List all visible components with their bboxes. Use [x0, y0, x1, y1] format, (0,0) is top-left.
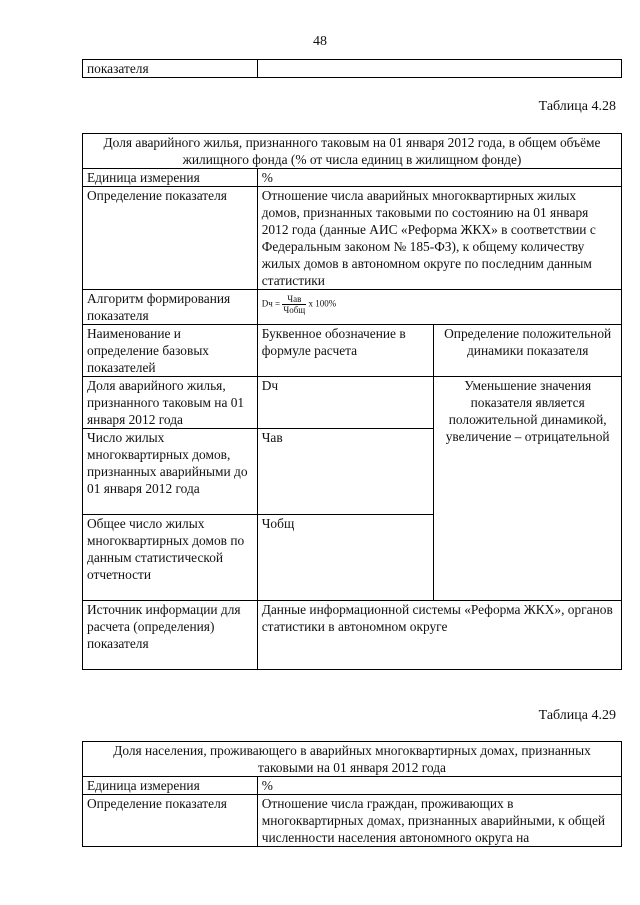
base-row-letter: Чобщ [257, 515, 434, 601]
formula [257, 290, 621, 325]
dynamics-value: Уменьшение значения показателя является положительной динамикой, увеличение – отрицательной [434, 377, 622, 601]
formula-numerator: Чав [282, 294, 306, 305]
base-row-letter: Dч [257, 377, 434, 429]
definition-value: Отношение числа граждан, проживающих в многоквартирных домах, признанных аварийными, к общей численности населения автономного округа на [257, 795, 621, 847]
source-label: Источник информации для расчета (определения) показателя [83, 601, 258, 670]
table-cell-label: показателя [83, 60, 258, 78]
source-value: Данные информационной системы «Реформа ЖКХ», органов статистики в автономном округе [257, 601, 621, 670]
unit-value: % [257, 777, 621, 795]
table-title: Доля аварийного жилья, признанного таковым на 01 января 2012 года, в общем объёме жилищного фонда (% от числа единиц в жилищном фонде) [83, 134, 622, 169]
unit-value: % [257, 169, 621, 187]
base-row-letter: Чав [257, 429, 434, 515]
letter-header: Буквенное обозначение в формуле расчета [257, 325, 434, 377]
table-caption-4-28: Таблица 4.28 [538, 99, 616, 114]
formula-lhs: Dч = [261, 298, 281, 309]
base-row-name: Общее число жилых многоквартирных домов по данным статистической отчетности [83, 515, 258, 601]
definition-label: Определение показателя [83, 795, 258, 847]
dynamics-header: Определение положительной динамики показателя [434, 325, 622, 377]
table-title: Доля населения, проживающего в аварийных многоквартирных домах, признанных таковыми на 01 января 2012 года [83, 742, 622, 777]
definition-label: Определение показателя [83, 187, 258, 290]
base-row-name: Доля аварийного жилья, признанного таковым на 01 января 2012 года [83, 377, 258, 429]
definition-value: Отношение числа аварийных многоквартирных жилых домов, признанных таковыми по состоянию на 01 января 2012 года (данные АИС «Реформа ЖКХ» в соответствии с Федеральным законом № 185-ФЗ), к общему количеству жилых домов в автономном округе по последним данным статистики [257, 187, 621, 290]
table-cell-empty [258, 60, 622, 78]
table-4-28 [82, 133, 622, 670]
top-table-fragment [82, 59, 622, 78]
base-row-name: Число жилых многоквартирных домов, признанных аварийными до 01 января 2012 года [83, 429, 258, 515]
formula-denominator: Чобщ [283, 305, 306, 315]
table-caption-4-29: Таблица 4.29 [538, 708, 616, 723]
formula-rhs: x 100% [308, 298, 337, 309]
algorithm-label: Алгоритм формирования показателя [83, 290, 258, 325]
base-indicators-header: Наименование и определение базовых показателей [83, 325, 258, 377]
table-4-29 [82, 741, 622, 847]
unit-label: Единица измерения [83, 777, 258, 795]
formula-fraction [282, 294, 306, 315]
page-number: 48 [313, 34, 327, 49]
unit-label: Единица измерения [83, 169, 258, 187]
